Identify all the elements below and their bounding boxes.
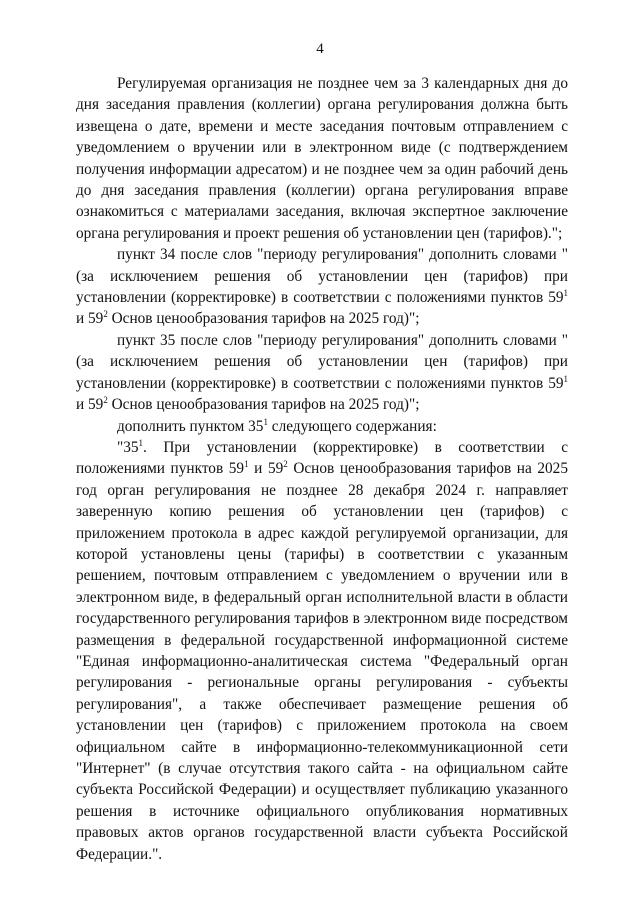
- superscript: 2: [283, 459, 288, 470]
- superscript: 2: [103, 395, 108, 406]
- superscript: 1: [263, 416, 268, 427]
- superscript: 1: [244, 459, 249, 470]
- page-number: 4: [316, 41, 324, 57]
- paragraph: Регулируемая организация не позднее чем за 3 календарных дня до дня заседания правления (коллегии) органа регулирования должна быть извещена о дате, времени и месте заседания почтовым отправлением с уведомлением о вручении или в электронном виде (с подтверждением получения информации адресатом) и не позднее чем за один рабочий день до дня заседания правления (коллегии) органа регулирования вправе ознакомиться с материалами заседания, включая экспертное заключение органа регулирования и проект решения об установлении цен (тарифов).";: [76, 75, 568, 242]
- paragraph: дополнить пунктом $35^1$ следующего содержания:: [117, 416, 437, 435]
- paragraph: пункт 34 после слов "периоду регулирования" дополнить словами "(за исключением решения об установлении цен (тарифов) при установлении (корректировке) в соответствии с положениями пунктов $59^1$ и $59^2$ Основ ценообразования тарифов на 2025 год)";: [76, 246, 568, 328]
- paragraph: пункт 35 после слов "периоду регулирования" дополнить словами "(за исключением решения об установлении цен (тарифов) при установлении (корректировке) в соответствии с положениями пунктов $59^1$ и $59^2$ Основ ценообразования тарифов на 2025 год)";: [76, 331, 568, 414]
- superscript: 1: [563, 288, 568, 299]
- document-body: [76, 73, 568, 865]
- superscript: 1: [138, 437, 144, 448]
- superscript: 2: [103, 309, 108, 320]
- superscript: 1: [563, 373, 568, 384]
- paragraph: "$35^1$. При установлении (корректировке) в соответствии с положениями пунктов $59^1$ и $59^2$ Основ ценообразования тарифов на 2025 год орган регулирования не позднее 28 декабря 2024 г. направляет заверенную копию решения об установлении цен (тарифов) с приложением протокола в адрес каждой регулируемой организации, для которой установлены цены (тарифы) в соответствии с указанным решением, почтовым отправлением с уведомлением о вручении или в электронном виде, в федеральный орган исполнительной власти в области государственного регулирования тарифов в электронном виде посредством размещения в федеральной государственной информационной системе "Единая информационно-аналитическая система "Федеральный орган регулирования - региональные органы регулирования - субъекты регулирования", а также обеспечивает размещение решения об установлении цен (тарифов) с приложением протокола на своем официальном сайте в информационно-телекоммуникационной сети "Интернет" (в случае отсутствия такого сайта - на официальном сайте субъекта Российской Федерации) и осуществляет публикацию указанного решения в источнике официального опубликования нормативных правовых актов органов государственной власти субъекта Российской Федерации.".: [76, 437, 568, 863]
